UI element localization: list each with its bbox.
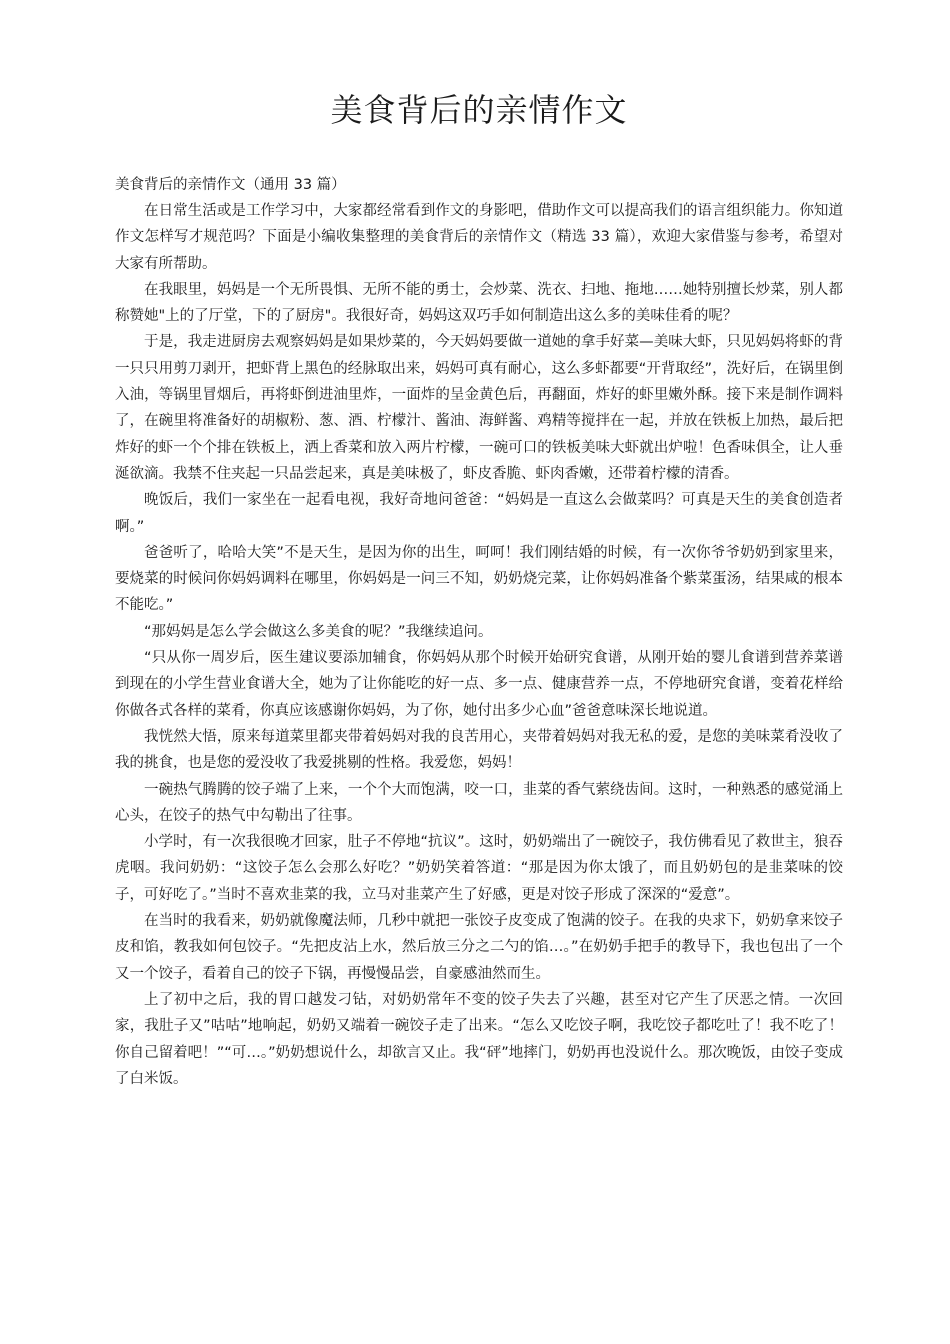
paragraph: 一碗热气腾腾的饺子端了上来，一个个大而饱满，咬一口，韭菜的香气萦绕齿间。这时，一种熟悉的感觉涌上心头，在饺子的热气中勾勒出了往事。 bbox=[115, 781, 843, 824]
document-subtitle: 美食背后的亲情作文（通用 33 篇） bbox=[115, 177, 346, 193]
paragraph: “只从你一周岁后，医生建议要添加辅食，你妈妈从那个时候开始研究食谱，从刚开始的婴儿食谱到营养菜谱到现在的小学生营业食谱大全，她为了让你能吃的好一点、多一点、健康营养一点，不停地研究食谱，变着花样给你做各式各样的菜肴，你真应该感谢你妈妈，为了你，她付出多少心血”爸爸意味深长地说道。 bbox=[115, 650, 843, 719]
paragraph: 在我眼里，妈妈是一个无所畏惧、无所不能的勇士，会炒菜、洗衣、扫地、拖地……她特别擅长炒菜，别人都称赞她"上的了厅堂，下的了厨房"。我很好奇，妈妈这双巧手如何制造出这么多的美味佳肴的呢？ bbox=[115, 281, 843, 325]
paragraph: 小学时，有一次我很晚才回家，肚子不停地“抗议”。这时，奶奶端出了一碗饺子，我仿佛看见了救世主，狼吞虎咽。我问奶奶：“这饺子怎么会那么好吃？”奶奶笑着答道：“那是因为你太饿了，而且奶奶包的是韭菜味的饺子，可好吃了。”当时不喜欢韭菜的我，立马对韭菜产生了好感，更是对饺子形成了深深的“爱意”。 bbox=[115, 834, 843, 903]
paragraph: 于是，我走进厨房去观察妈妈是如果炒菜的，今天妈妈要做一道她的拿手好菜—美味大虾，只见妈妈将虾的背一只只用剪刀剥开，把虾背上黑色的经脉取出来，妈妈可真有耐心，这么多虾都要“开背取经”，洗好后，在锅里倒入油，等锅里冒烟后，再将虾倒进油里炸，一面炸的呈金黄色后，再翻面，炸好的虾里嫩外酥。接下来是制作调料了，在碗里将准备好的胡椒粉、葱、酒、柠檬汁、酱油、海鲜酱、鸡精等搅拌在一起，并放在铁板上加热，最后把炸好的虾一个个排在铁板上，洒上香菜和放入两片柠檬，一碗可口的铁板美味大虾就出炉啦！色香味俱全，让人垂涎欲滴。我禁不住夹起一只品尝起来，真是美味极了，虾皮香脆、虾肉香嫩，还带着柠檬的清香。 bbox=[115, 334, 843, 482]
paragraph: 晚饭后，我们一家坐在一起看电视，我好奇地问爸爸：“妈妈是一直这么会做菜吗？可真是天生的美食创造者啊。” bbox=[115, 492, 843, 535]
document-title: 美食背后的亲情作文 bbox=[330, 91, 628, 129]
paragraph: “那妈妈是怎么学会做这么多美食的呢？”我继续追问。 bbox=[144, 623, 493, 640]
paragraph: 上了初中之后，我的胃口越发刁钻，对奶奶常年不变的饺子失去了兴趣，甚至对它产生了厌恶之情。一次回家，我肚子又”咕咕”地响起，奶奶又端着一碗饺子走了出来。“怎么又吃饺子啊，我吃饺子都吃吐了！我不吃了！你自己留着吧！”“可…。”奶奶想说什么，却欲言又止。我“砰”地摔门，奶奶再也没说什么。那次晚饭，由饺子变成了白米饭。 bbox=[115, 991, 843, 1087]
paragraph: 我恍然大悟，原来每道菜里都夹带着妈妈对我的良苦用心，夹带着妈妈对我无私的爱，是您的美味菜肴没收了我的挑食，也是您的爱没收了我爱挑剔的性格。我爱您，妈妈！ bbox=[115, 728, 843, 772]
document-body bbox=[115, 198, 843, 1092]
paragraph: 爸爸听了，哈哈大笑”不是天生，是因为你的出生，呵呵！我们刚结婚的时候，有一次你爷爷奶奶到家里来，要烧菜的时候问你妈妈调料在哪里，你妈妈是一问三不知，奶奶烧完菜，让你妈妈准备个紫菜蛋汤，结果咸的根本不能吃。” bbox=[115, 544, 843, 614]
document-page bbox=[115, 80, 843, 1092]
paragraph: 在当时的我看来，奶奶就像魔法师，几秒中就把一张饺子皮变成了饱满的饺子。在我的央求下，奶奶拿来饺子皮和馅，教我如何包饺子。“先把皮沾上水，然后放三分之二勺的馅…。”在奶奶手把手的教导下，我也包出了一个又一个饺子，看着自己的饺子下锅，再慢慢品尝，自豪感油然而生。 bbox=[115, 913, 843, 982]
paragraph: 在日常生活或是工作学习中，大家都经常看到作文的身影吧，借助作文可以提高我们的语言组织能力。你知道作文怎样写才规范吗？下面是小编收集整理的美食背后的亲情作文（精选 33 篇），欢迎大家借鉴与参考，希望对大家有所帮助。 bbox=[115, 203, 843, 272]
